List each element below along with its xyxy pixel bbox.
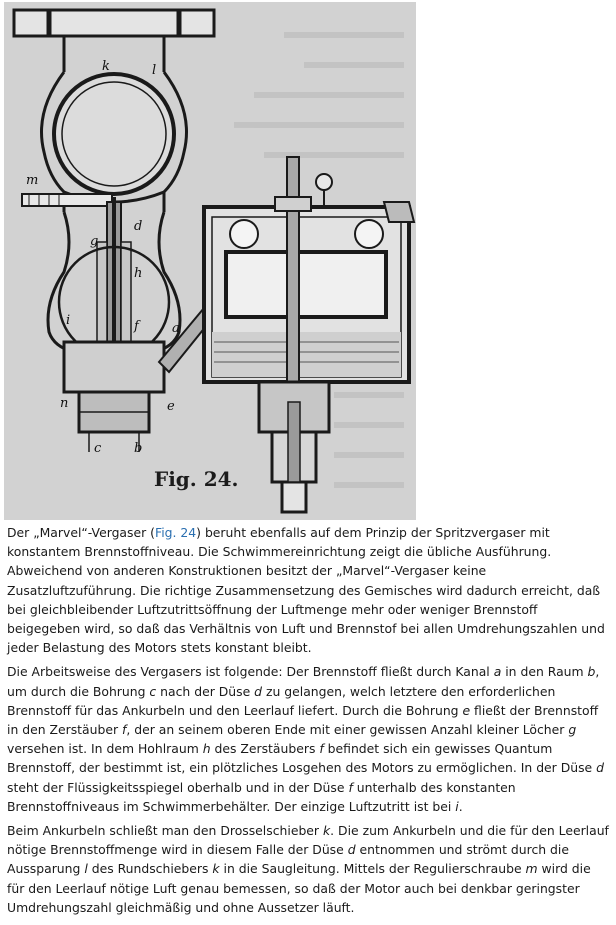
- p2-s2: in den Raum: [501, 664, 588, 680]
- float-chamber: [204, 202, 414, 382]
- figure-caption: Fig. 24.: [154, 467, 239, 491]
- label-m: m: [26, 173, 39, 188]
- p2-s5: zu gelangen, welch letztere den erforderlichen Brennstoff für das Ankurbeln und den Leerlauf liefert. Durch die Bohrung: [7, 683, 556, 718]
- label-d: d: [134, 219, 143, 234]
- paragraph-2: [7, 662, 609, 816]
- throttle-drum: [42, 72, 187, 212]
- paragraph-3: [7, 821, 609, 917]
- p2-s12: unterhalb des konstanten Brennstoffniveaus im Schwimmerbehälter. Der einzige Luftzutritt ist bei: [7, 779, 516, 814]
- p2-v2: b: [587, 664, 596, 680]
- p2-v6: f: [122, 722, 127, 738]
- p2-v4: d: [254, 683, 263, 699]
- p2-s10: befindet sich ein gewisses Quantum Brennstoff, der bestimmt ist, ein plötzliches Losgehen des Motors zu ermöglichen. In der Düse: [7, 741, 597, 776]
- p2-v12: i: [455, 798, 459, 814]
- label-k: k: [102, 59, 110, 74]
- label-c: c: [94, 441, 102, 456]
- p2-s8: versehen ist. In dem Hohlraum: [7, 741, 203, 757]
- p2-s7: , der an seinem oberen Ende mit einer gewissen Anzahl kleiner Löcher: [126, 722, 569, 738]
- paragraph-1: [7, 523, 609, 657]
- label-e: e: [167, 399, 175, 414]
- figure-link[interactable]: Fig. 24: [154, 525, 197, 540]
- p2-v3: c: [149, 683, 157, 699]
- p3-v2: d: [347, 842, 356, 858]
- label-b: b: [134, 441, 143, 456]
- p2-v9: f: [319, 741, 324, 757]
- p2-s9: des Zerstäubers: [210, 741, 320, 757]
- p3-v1: k: [322, 823, 331, 839]
- p2-s1: Die Arbeitsweise des Vergasers ist folgende: Der Brennstoff fließt durch Kanal: [7, 664, 494, 680]
- p2-v10: d: [596, 760, 604, 776]
- carburetor-diagram: [4, 2, 416, 520]
- p2-s6: fließt der Brennstoff in den Zerstäuber: [7, 702, 599, 738]
- article-body: [7, 523, 609, 922]
- p3-s6: wird die für den Leerlauf nötige Luft genau bemessen, so daß der Motor auch bei denkbar geringster Umdrehungszahl gleichmäßig und ohne Aussetzer läuft.: [7, 861, 591, 915]
- p2-s11: steht der Flüssigkeitsspiegel oberhalb und in der Düse: [7, 779, 349, 795]
- label-a: a: [172, 321, 180, 336]
- p3-v4: k: [212, 861, 220, 877]
- p2-v11: f: [348, 779, 353, 795]
- paragraph-1-text-b: ) beruht ebenfalls auf dem Prinzip der Spritzvergaser mit konstantem Brennstoffniveau. Die Schwimmereinrichtung zeigt die übliche Ausführung. Abweichend von anderen Konstruktionen besitzt der „Marvel“-Vergaser keine Zusatzluftzuführung. Die richtige Zusammensetzung des Gemisches wird dadurch erreicht, daß bei gleichbleibender Luftzutrittsöffnung der Luftmenge mehr oder weniger Brennstoff beigegeben wird, so daß das Verhältnis von Luft und Brennstof bei allen Umdrehungszahlen und jeder Belastung des Motors stets konstant bleibt.: [7, 525, 605, 656]
- p3-s1: Beim Ankurbeln schließt man den Drosselschieber: [7, 823, 323, 839]
- fuel-outlet: [259, 382, 329, 512]
- p2-v5: e: [462, 702, 471, 718]
- label-h: h: [134, 266, 143, 281]
- p3-v3: l: [84, 861, 88, 877]
- p2-v7: g: [568, 722, 577, 738]
- label-g: g: [90, 234, 99, 249]
- p3-s4: des Rundschiebers: [87, 861, 213, 877]
- label-n: n: [60, 396, 69, 411]
- p2-v8: h: [202, 741, 211, 757]
- p2-s3: , um durch die Bohrung: [7, 664, 600, 699]
- p3-s3: entnommen und strömt durch die Aussparung: [7, 842, 569, 877]
- label-i: i: [66, 313, 71, 328]
- p2-s4: nach der Düse: [156, 683, 255, 699]
- p3-s2: . Die zum Ankurbeln und die für den Leerlauf nötige Brennstoffmenge wird in diesem Falle der Düse: [7, 823, 609, 858]
- carburetor-figure-image: [4, 2, 416, 520]
- paragraph-1-text-a: Der „Marvel“-Vergaser (: [7, 525, 155, 540]
- regulating-screw: [22, 194, 112, 206]
- p3-s5: in die Saugleitung. Mittels der Regulierschraube: [219, 861, 526, 877]
- p3-v5: m: [525, 861, 538, 877]
- p2-v1: a: [493, 664, 502, 680]
- top-flange: [14, 10, 214, 72]
- label-l: l: [152, 63, 157, 78]
- p2-s13: .: [458, 798, 463, 814]
- label-f: f: [134, 319, 139, 334]
